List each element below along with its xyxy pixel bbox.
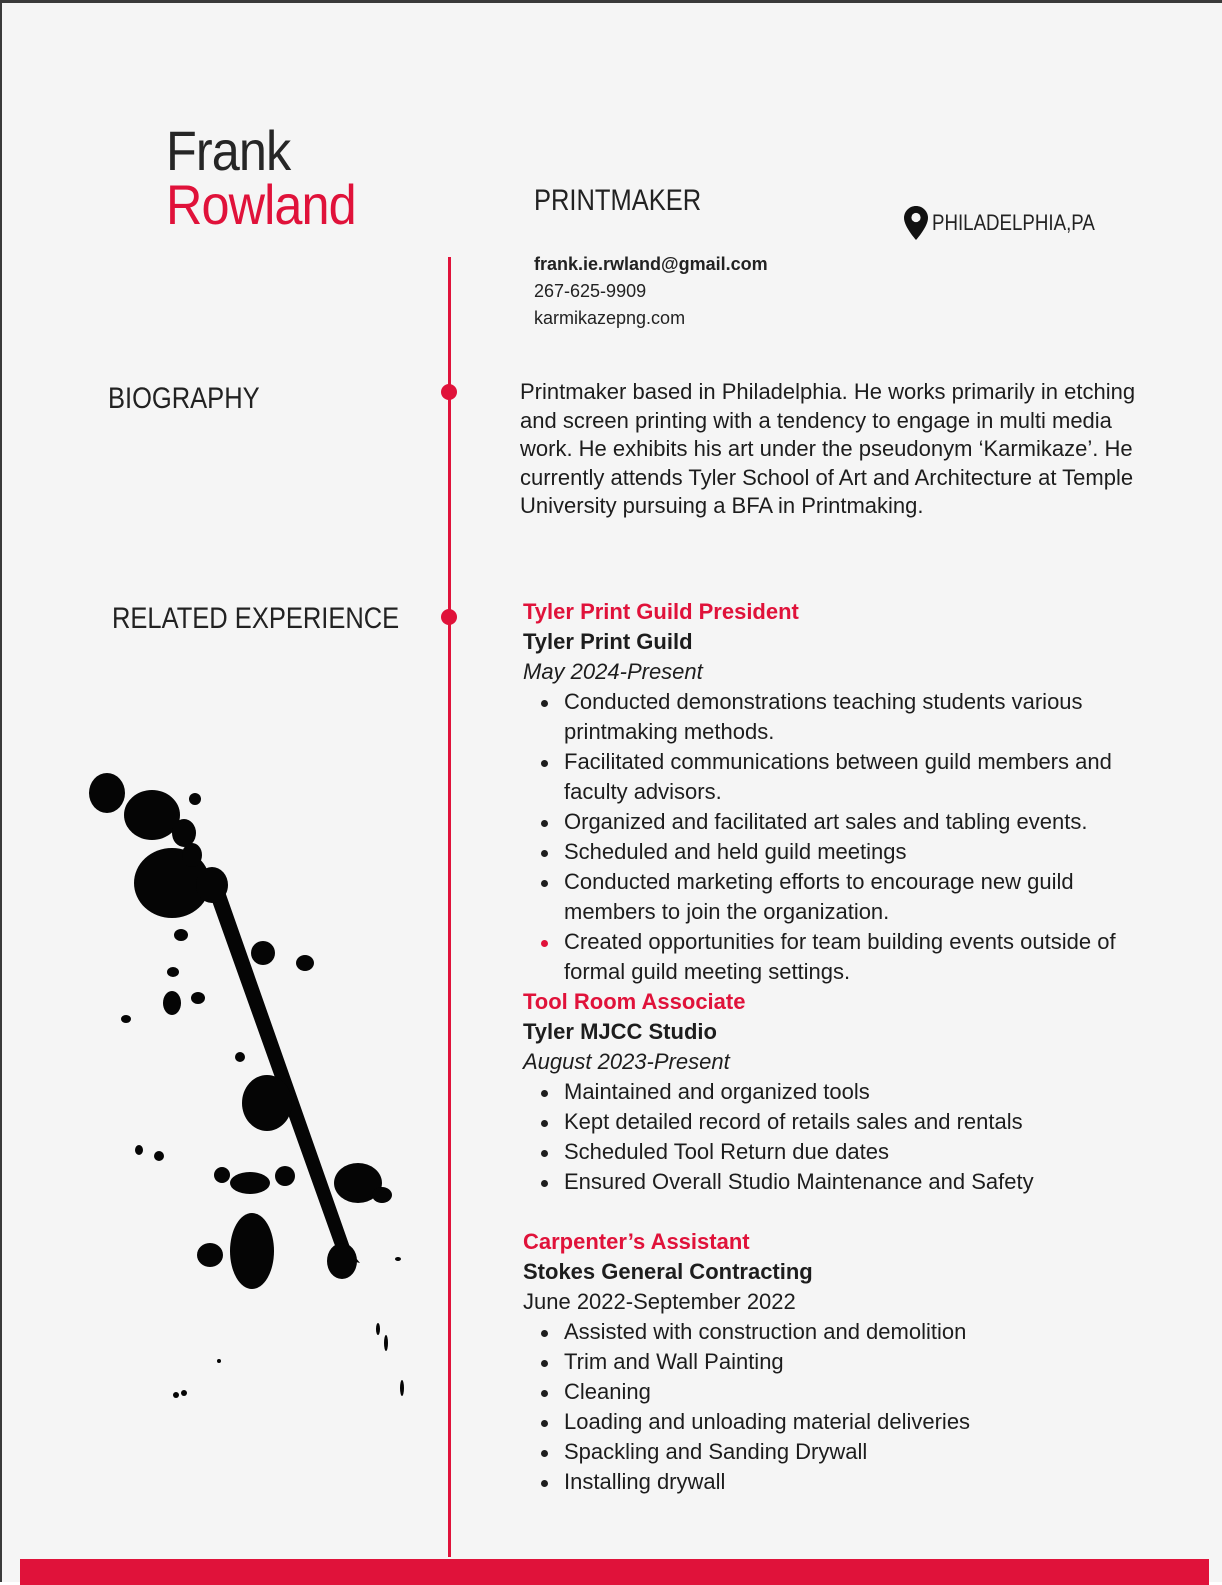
footer-bar — [20, 1559, 1209, 1585]
experience-entry — [523, 987, 1163, 1197]
job-dates: June 2022-September 2022 — [523, 1289, 796, 1314]
job-dates: May 2024-Present — [523, 659, 703, 684]
location-text: PHILADELPHIA,PA — [932, 210, 1095, 235]
biography-text: Printmaker based in Philadelphia. He works primarily in etching and screen printing with a tendency to engage in multi media work. He exhibits his art under the pseudonym ‘Karmikaze’. He currently attends Tyler School of Art and Architecture at Temple University pursuing a BFA in Printmaking. — [520, 379, 1136, 518]
email-link[interactable]: frank.ie.rwland@gmail.com — [534, 254, 768, 274]
bullet-item: Loading and unloading material deliveries — [564, 1407, 1163, 1437]
experience-list — [523, 597, 1163, 1497]
bullet-item: Conducted marketing efforts to encourage new guild members to join the organization. — [564, 867, 1163, 927]
bullet-item: Spackling and Sanding Drywall — [564, 1437, 1163, 1467]
organization: Tyler MJCC Studio — [523, 1019, 717, 1044]
bullet-list — [523, 687, 1163, 987]
experience-entry — [523, 597, 1163, 987]
ink-splatter-illustration — [82, 763, 422, 1423]
bullet-item: Cleaning — [564, 1377, 1163, 1407]
job-title: Carpenter’s Assistant — [523, 1229, 750, 1254]
job-dates: August 2023-Present — [523, 1049, 730, 1074]
location — [904, 206, 1124, 240]
last-name: Rowland — [166, 173, 356, 236]
organization: Tyler Print Guild — [523, 629, 693, 654]
bullet-item: Installing drywall — [564, 1467, 1163, 1497]
bullet-item: Kept detailed record of retails sales and rentals — [564, 1107, 1163, 1137]
bullet-list — [523, 1317, 1163, 1497]
bullet-item: Created opportunities for team building events outside of formal guild meeting settings. — [564, 927, 1163, 987]
bullet-item: Assisted with construction and demolition — [564, 1317, 1163, 1347]
bullet-item: Maintained and organized tools — [564, 1077, 1163, 1107]
bullet-item: Conducted demonstrations teaching students various printmaking methods. — [564, 687, 1163, 747]
phone-number: 267-625-9909 — [534, 281, 647, 301]
timeline-dot-biography — [441, 384, 457, 400]
bullet-item: Scheduled and held guild meetings — [564, 837, 1163, 867]
job-title: Tool Room Associate — [523, 989, 746, 1014]
contact-block — [534, 251, 768, 332]
timeline-line — [448, 257, 451, 1557]
timeline-dot-experience — [441, 609, 457, 625]
experience-heading: RELATED EXPERIENCE — [112, 602, 400, 635]
role-title: PRINTMAKER — [534, 184, 702, 217]
bullet-list — [523, 1077, 1163, 1197]
biography-heading: BIOGRAPHY — [108, 382, 260, 415]
map-pin-icon — [904, 206, 928, 240]
experience-entry — [523, 1227, 1163, 1497]
bullet-item: Organized and facilitated art sales and tabling events. — [564, 807, 1163, 837]
organization: Stokes General Contracting — [523, 1259, 813, 1284]
spacer — [523, 1197, 1163, 1227]
bullet-item: Scheduled Tool Return due dates — [564, 1137, 1163, 1167]
bullet-item: Facilitated communications between guild members and faculty advisors. — [564, 747, 1163, 807]
bullet-item: Ensured Overall Studio Maintenance and Safety — [564, 1167, 1163, 1197]
first-name: Frank — [166, 119, 291, 182]
job-title: Tyler Print Guild President — [523, 599, 799, 624]
bullet-item: Trim and Wall Painting — [564, 1347, 1163, 1377]
website-link[interactable]: karmikazepng.com — [534, 308, 686, 328]
